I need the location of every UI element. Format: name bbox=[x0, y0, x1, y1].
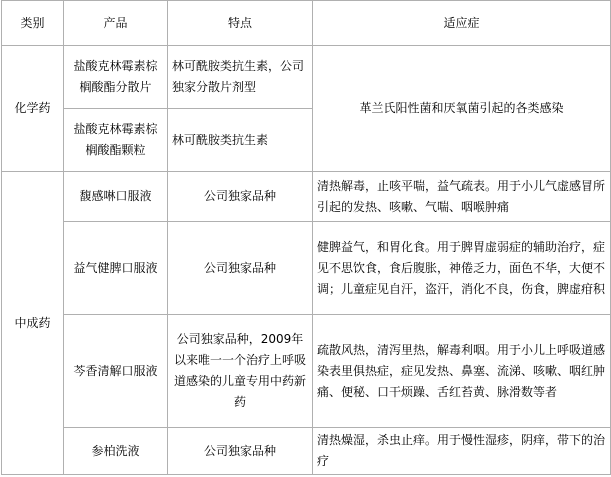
features-cell: 公司独家品种 bbox=[168, 428, 313, 475]
table-row bbox=[2, 46, 611, 109]
features-cell: 公司独家品种 bbox=[168, 172, 313, 222]
product-cell: 益气健脾口服液 bbox=[64, 222, 168, 315]
header-category: 类别 bbox=[2, 1, 64, 46]
features-cell: 林可酰胺类抗生素 bbox=[168, 109, 313, 172]
features-cell: 公司独家品种 bbox=[168, 222, 313, 315]
product-cell: 馥感啉口服液 bbox=[64, 172, 168, 222]
product-cell: 芩香清解口服液 bbox=[64, 315, 168, 428]
product-table bbox=[1, 0, 611, 475]
header-indication: 适应症 bbox=[313, 1, 611, 46]
product-cell: 盐酸克林霉素棕榈酸酯分散片 bbox=[64, 46, 168, 109]
header-row bbox=[2, 1, 611, 46]
table-row bbox=[2, 222, 611, 315]
indication-cell: 清热燥湿，杀虫止痒。用于慢性湿疹，阴痒，带下的治疗 bbox=[313, 428, 611, 475]
indication-cell: 健脾益气，和胃化食。用于脾胃虚弱症的辅助治疗，症见不思饮食，食后腹胀，神倦乏力，面色不华，大便不调；儿童症见自汗，盗汗，消化不良，伤食，脾虚疳积 bbox=[313, 222, 611, 315]
table-row bbox=[2, 172, 611, 222]
features-cell: 林可酰胺类抗生素，公司独家分散片剂型 bbox=[168, 46, 313, 109]
indication-cell: 革兰氏阳性菌和厌氧菌引起的各类感染 bbox=[313, 46, 611, 172]
header-features: 特点 bbox=[168, 1, 313, 46]
category-cell: 中成药 bbox=[2, 172, 64, 475]
indication-cell: 清热解毒，止咳平喘，益气疏表。用于小儿气虚感冒所引起的发热、咳嗽、气喘、咽喉肿痛 bbox=[313, 172, 611, 222]
header-product: 产品 bbox=[64, 1, 168, 46]
features-cell: 公司独家品种，2009年以来唯一一个治疗上呼吸道感染的儿童专用中药新药 bbox=[168, 315, 313, 428]
table-row bbox=[2, 315, 611, 428]
product-cell: 参柏洗液 bbox=[64, 428, 168, 475]
indication-cell: 疏散风热，清泻里热，解毒利咽。用于小儿上呼吸道感染表里俱热症，症见发热、鼻塞、流涕、咳嗽、咽红肿痛、便秘、口干烦躁、舌红苔黄、脉滑数等者 bbox=[313, 315, 611, 428]
product-cell: 盐酸克林霉素棕榈酸酯颗粒 bbox=[64, 109, 168, 172]
category-cell: 化学药 bbox=[2, 46, 64, 172]
table-row bbox=[2, 428, 611, 475]
